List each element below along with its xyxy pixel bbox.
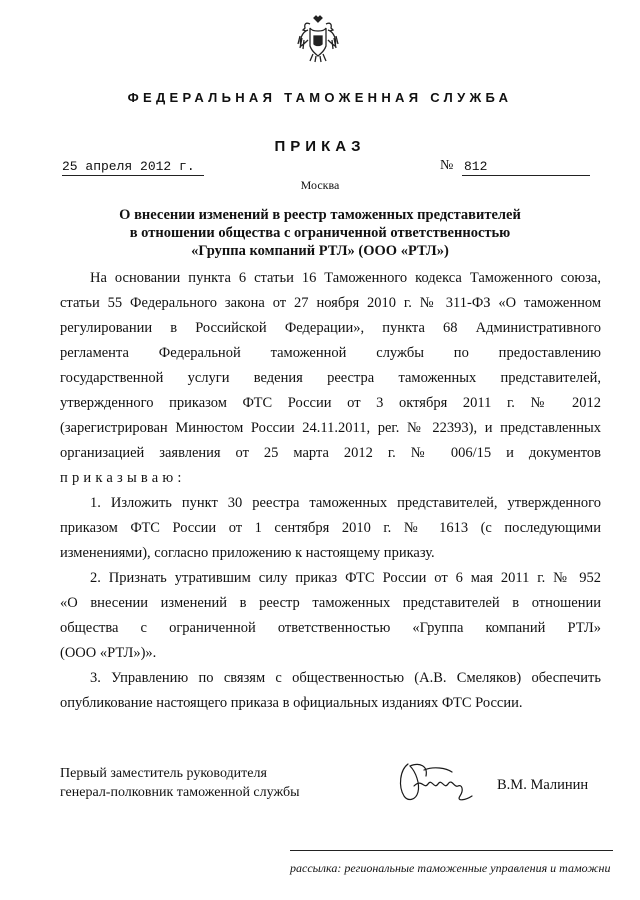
subject-line: в отношении общества с ограниченной ответственностью <box>129 225 511 241</box>
preamble-line: регулировании в Российской Федерации», пункта 68 Административного <box>60 320 601 336</box>
item-line: 1. Изложить пункт 30 реестра таможенных представителей, утвержденного <box>90 495 601 511</box>
preamble-line: государственной услуги ведения реестра таможенных представителей, <box>60 370 601 386</box>
signer-title <box>60 764 299 802</box>
item-line: общества с ограниченной ответственностью «Группа компаний РТЛ» <box>60 620 601 636</box>
item-line: 2. Признать утратившим силу приказ ФТС России от 6 мая 2011 г. № 952 <box>90 570 601 586</box>
item-line: (ООО «РТЛ»)». <box>60 645 157 661</box>
document-title: ПРИКАЗ <box>274 138 366 155</box>
preamble-line: организацией заявления от 25 марта 2012 г. № 006/15 и документов <box>60 445 601 461</box>
signer-title-line: генерал-полковник таможенной службы <box>60 785 300 800</box>
signer-name: В.М. Малинин <box>497 777 589 793</box>
item-line: «О внесении изменений в реестр таможенных представителей в отношении <box>60 595 601 611</box>
preamble-line: статьи 55 Федерального закона от 27 ноября 2010 г. № 311-ФЗ «О таможенном <box>60 295 601 311</box>
order-date: 25 апреля 2012 г. <box>62 159 204 176</box>
item-line: приказом ФТС России от 1 сентября 2010 г. № 1613 (с последующими <box>60 520 601 536</box>
footer-divider <box>290 850 613 851</box>
item-line: 3. Управлению по связям с общественностью (А.В. Смеляков) обеспечить <box>90 670 601 686</box>
subject-line: «Группа компаний РТЛ» (ООО «РТЛ») <box>191 243 449 259</box>
coat-of-arms-emblem <box>296 14 340 64</box>
agency-name: ФЕДЕРАЛЬНАЯ ТАМОЖЕННАЯ СЛУЖБА <box>127 90 513 105</box>
preamble-line: На основании пункта 6 статьи 16 Таможенного кодекса Таможенного союза, <box>90 270 601 286</box>
item-line: опубликование настоящего приказа в официальных изданиях ФТС России. <box>60 695 523 711</box>
order-body <box>60 266 601 716</box>
item-line: изменениями), согласно приложению к настоящему приказу. <box>60 545 435 561</box>
order-subject <box>40 206 600 260</box>
order-city: Москва <box>300 178 340 192</box>
preamble-line: (зарегистрирован Минюстом России 24.11.2011, рег. № 22393), и представленных <box>60 420 601 436</box>
handwritten-signature <box>394 756 480 806</box>
preamble-line: утвержденного приказом ФТС России от 3 октября 2011 г. № 2012 <box>60 395 601 411</box>
preamble-line: регламента Федеральной таможенной службы по предоставлению <box>60 345 601 361</box>
signer-title-line: Первый заместитель руководителя <box>60 766 267 781</box>
order-verb: приказываю: <box>60 470 186 486</box>
order-number-label: № <box>440 158 454 173</box>
distribution-note: рассылка: региональные таможенные управления и таможни <box>290 861 611 875</box>
subject-line: О внесении изменений в реестр таможенных представителей <box>119 207 521 223</box>
order-number: 812 <box>462 159 590 176</box>
